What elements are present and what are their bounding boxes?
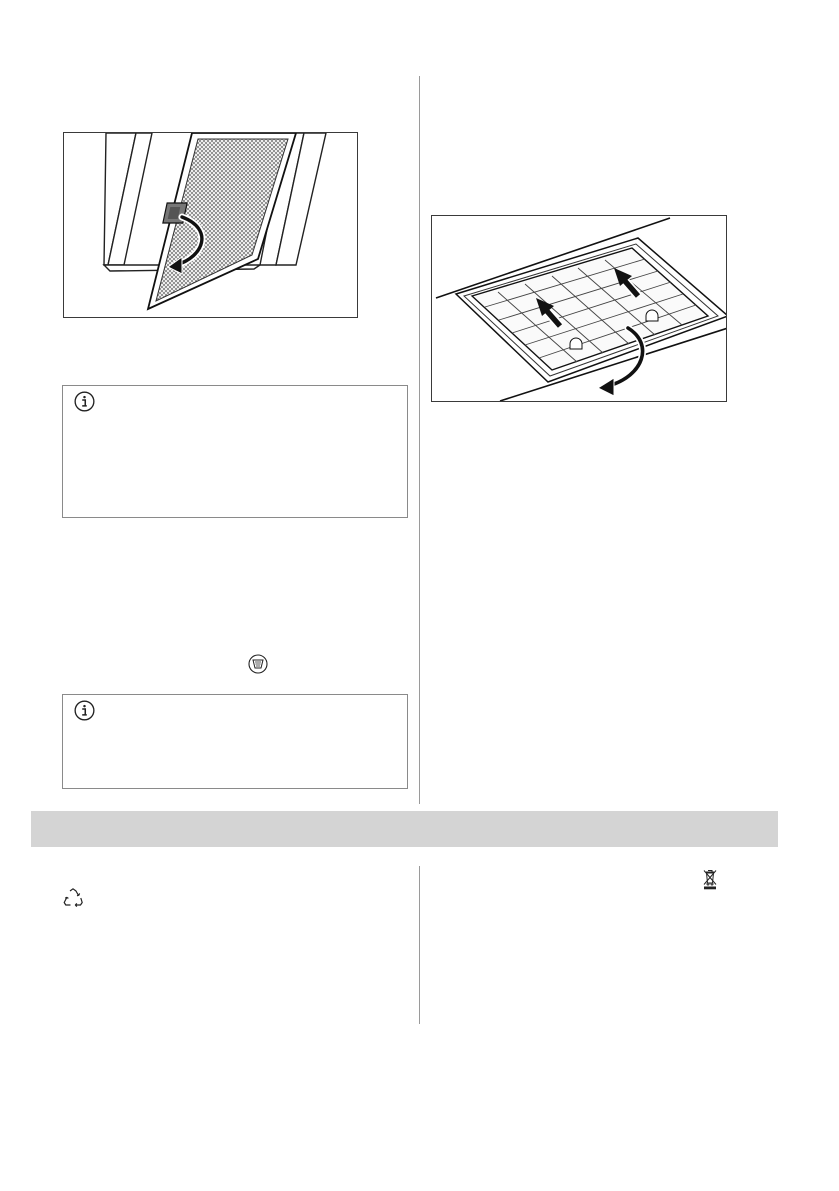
- section-header-bar: [31, 811, 778, 847]
- column-divider-bottom: [419, 866, 420, 1024]
- filter-removal-illustration: [64, 133, 358, 318]
- crossed-bin-icon: [702, 868, 718, 890]
- filter-install-illustration: [432, 216, 727, 402]
- recycle-icon: [62, 887, 84, 909]
- info-icon: [74, 700, 95, 721]
- info-icon: [74, 391, 95, 412]
- info-note-box-1: [62, 385, 408, 518]
- column-divider-top: [419, 76, 420, 804]
- filter-install-figure: [431, 215, 727, 402]
- cooker-hood-filter-icon: [248, 654, 268, 674]
- info-note-box-2: [62, 694, 408, 789]
- filter-removal-figure: [63, 132, 358, 318]
